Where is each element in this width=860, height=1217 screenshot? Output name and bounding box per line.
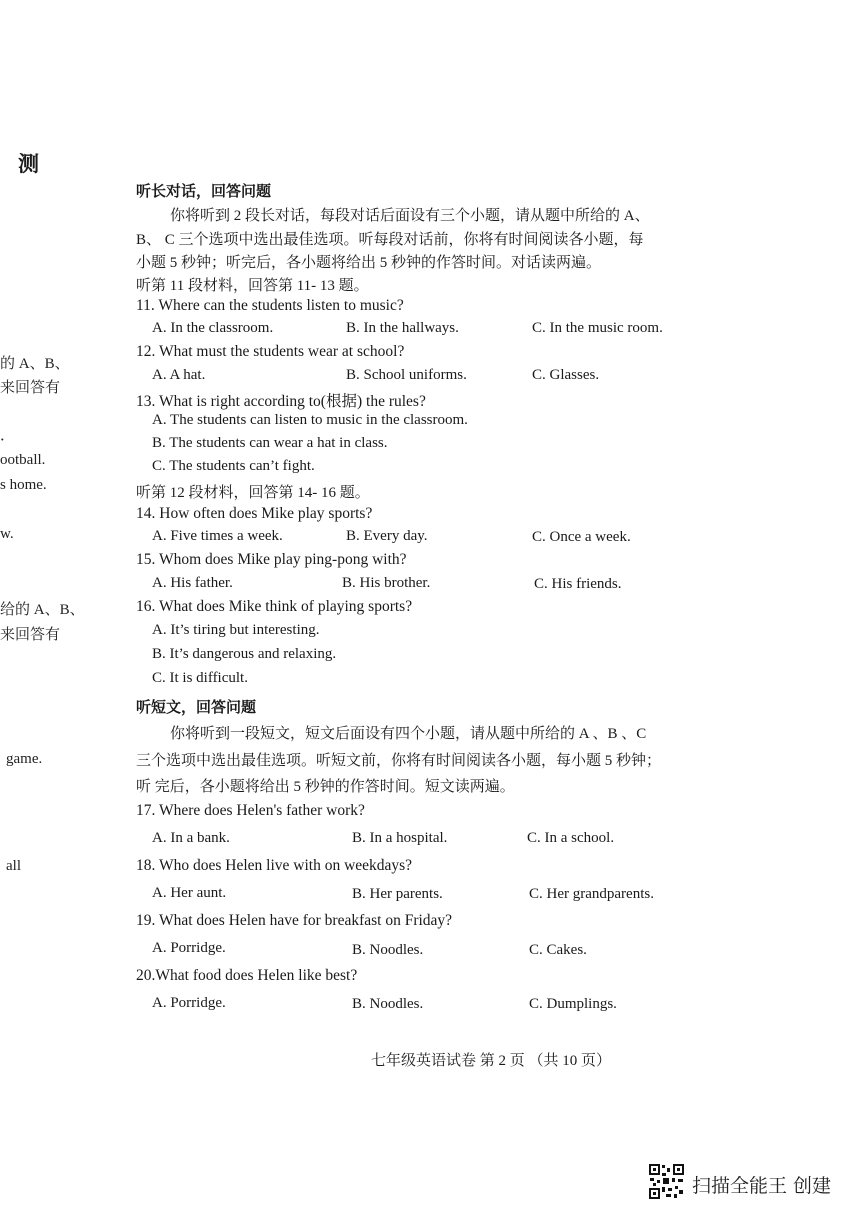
margin-fragment: w. — [0, 526, 14, 542]
option-a: A. A hat. — [152, 367, 206, 383]
part1-instruction-line: 你将听到 2 段长对话，每段对话后面设有三个小题，请从题中所给的 A、 — [170, 208, 650, 224]
option-c: C. Glasses. — [532, 367, 600, 383]
option-a: A. Her aunt. — [152, 885, 227, 901]
qr-code-icon — [648, 1163, 685, 1200]
option-b: B. Her parents. — [352, 886, 443, 902]
option-a: A. In a bank. — [152, 830, 230, 846]
question-stem: 16. What does Mike think of playing sports? — [136, 598, 413, 615]
option-c: C. The students can’t fight. — [152, 458, 315, 474]
option-c: C. Once a week. — [532, 529, 631, 545]
option-a: A. It’s tiring but interesting. — [152, 622, 320, 638]
margin-fragment: 来回答有 — [0, 380, 61, 396]
question-stem: 20.What food does Helen like best? — [136, 967, 358, 984]
option-b: B. In the hallways. — [346, 320, 459, 336]
part1-instruction-line: 小题 5 秒钟；听完后，各小题将给出 5 秒钟的作答时间。对话读两遍。 — [136, 255, 602, 271]
option-b: B. Every day. — [346, 528, 428, 544]
option-a: A. Five times a week. — [152, 528, 283, 544]
page-footer: 七年级英语试卷 第 2 页 （共 10 页） — [371, 1053, 612, 1069]
option-a: A. The students can listen to music in the classroom. — [152, 412, 468, 428]
scanner-watermark: 扫描全能王 创建 — [692, 1175, 832, 1197]
margin-fragment: ootball. — [0, 452, 46, 468]
margin-fragment: game. — [6, 751, 43, 767]
margin-fragment: 的 A、B、 — [0, 356, 70, 372]
part1-heading: 听长对话，回答问题 — [136, 184, 272, 200]
option-b: B. It’s dangerous and relaxing. — [152, 646, 337, 662]
option-b: B. In a hospital. — [352, 830, 448, 846]
margin-fragment: 给的 A、B、 — [0, 602, 85, 618]
option-c: C. Dumplings. — [529, 996, 617, 1012]
margin-fragment: s home. — [0, 477, 47, 493]
question-stem: 17. Where does Helen's father work? — [136, 802, 365, 819]
option-b: B. Noodles. — [352, 996, 424, 1012]
option-b: B. His brother. — [342, 575, 431, 591]
option-c: C. It is difficult. — [152, 670, 248, 686]
option-b: B. The students can wear a hat in class. — [152, 435, 388, 451]
option-a: A. Porridge. — [152, 940, 226, 956]
section-title: 测 — [18, 152, 39, 176]
margin-fragment: ． — [0, 428, 16, 444]
part1-instruction-line: B、 C 三个选项中选出最佳选项。听每段对话前，你将有时间阅读各小题，每 — [136, 232, 644, 248]
material-instruction: 听第 11 段材料，回答第 11- 13 题。 — [136, 278, 369, 294]
question-stem: 18. Who does Helen live with on weekdays? — [136, 857, 413, 874]
option-c: C. Her grandparents. — [529, 886, 654, 902]
question-stem: 12. What must the students wear at school? — [136, 343, 405, 360]
part2-heading: 听短文，回答问题 — [136, 700, 257, 716]
option-a: A. His father. — [152, 575, 233, 591]
option-a: A. In the classroom. — [152, 320, 274, 336]
option-b: B. Noodles. — [352, 942, 424, 958]
part2-instruction-line: 听 完后，各小题将给出 5 秒钟的作答时间。短文读两遍。 — [136, 779, 515, 795]
question-stem: 11. Where can the students listen to music? — [136, 297, 404, 314]
option-c: C. His friends. — [534, 576, 622, 592]
margin-fragment: 来回答有 — [0, 627, 61, 643]
question-stem: 15. Whom does Mike play ping-pong with? — [136, 551, 407, 568]
margin-fragment: all — [6, 858, 21, 874]
question-stem: 13. What is right according to(根据) the rules? — [136, 393, 426, 410]
part2-instruction-line: 你将听到一段短文，短文后面设有四个小题，请从题中所给的 A 、B 、C — [170, 726, 647, 742]
option-c: C. In the music room. — [532, 320, 663, 336]
part2-instruction-line: 三个选项中选出最佳选项。听短文前，你将有时间阅读各小题，每小题 5 秒钟； — [136, 753, 662, 769]
question-stem: 19. What does Helen have for breakfast on Friday? — [136, 912, 453, 929]
question-stem: 14. How often does Mike play sports? — [136, 505, 373, 522]
option-b: B. School uniforms. — [346, 367, 467, 383]
material-instruction: 听第 12 段材料，回答第 14- 16 题。 — [136, 485, 370, 501]
option-a: A. Porridge. — [152, 995, 226, 1011]
option-c: C. In a school. — [527, 830, 615, 846]
option-c: C. Cakes. — [529, 942, 587, 958]
